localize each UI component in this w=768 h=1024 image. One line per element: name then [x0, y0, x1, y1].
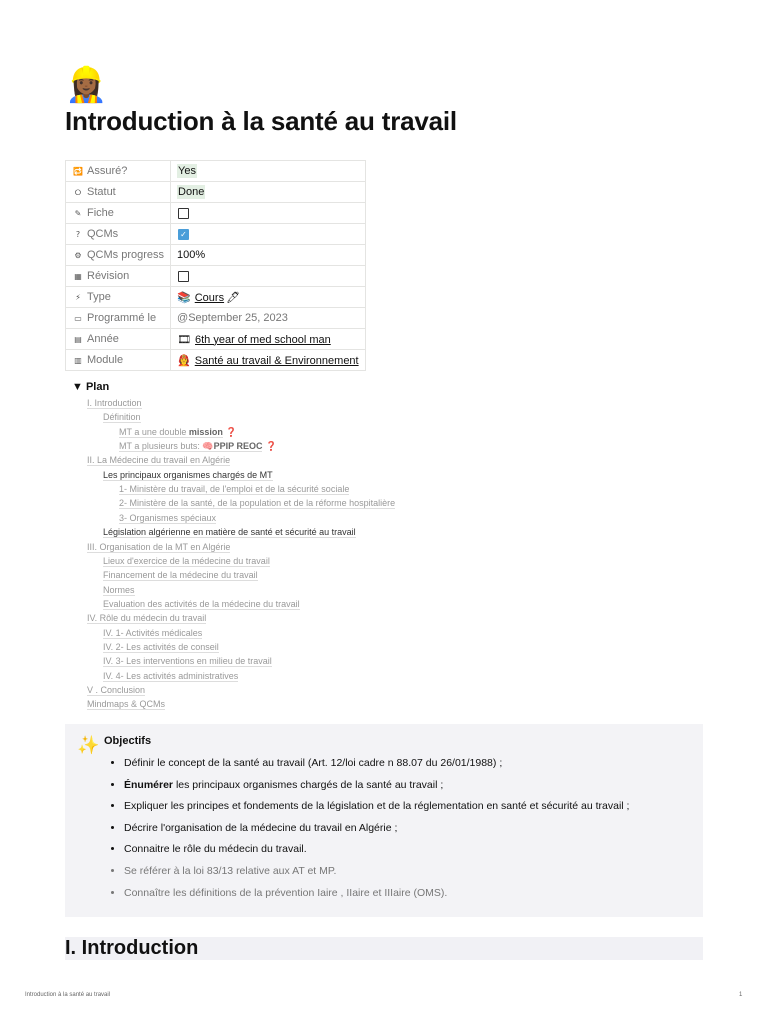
property-type-icon: ▭ [74, 314, 82, 323]
toc-link[interactable]: Mindmaps & QCMs [87, 699, 166, 710]
objective-item: • Connaître les définitions de la prévention Iaire , IIaire et IIIaire (OMS). [124, 883, 714, 905]
toc-link[interactable]: IV. 1- Activités médicales [103, 627, 203, 638]
property-type-icon: ⚙ [74, 251, 82, 260]
toc-link[interactable]: Evaluation des activités de la médecine du travail [103, 598, 300, 609]
brain-icon: 🧠 [202, 442, 214, 453]
toc-link[interactable]: III. Organisation de la MT en Algérie [87, 541, 231, 552]
page-emoji-icon: 👷🏾‍♀️ [65, 65, 108, 105]
objective-item: • Expliquer les principes et fondements de la législation et de la réglementation en santé et sécurité au travail ; [124, 796, 714, 818]
property-value[interactable] [171, 161, 366, 182]
toc-link[interactable]: I. Introduction [87, 398, 142, 408]
relation-link[interactable]: 6th year of med school man [195, 333, 331, 346]
toc-link[interactable]: II. La Médecine du travail en Algérie [87, 455, 231, 466]
property-key-label: QCMs progress [87, 249, 165, 261]
toc-link[interactable]: IV. 4- Les activités administratives [103, 670, 239, 681]
property-key [66, 224, 171, 245]
property-key-label: Programmé le [87, 312, 157, 324]
question-mark-icon: ❓ [265, 442, 277, 453]
property-value[interactable] [171, 350, 366, 371]
section-heading-block [65, 937, 703, 960]
objective-item: • Se référer à la loi 83/13 relative aux AT et MP. [124, 861, 714, 883]
property-value[interactable] [171, 266, 366, 287]
property-row [66, 266, 366, 287]
property-row [66, 203, 366, 224]
objective-item: • Connaitre le rôle du médecin du travail. [124, 839, 714, 861]
property-key-label: Module [87, 354, 124, 366]
property-key [66, 161, 171, 182]
toc-link[interactable]: IV. 2- Les activités de conseil [103, 641, 219, 652]
property-key-label: Révision [87, 270, 130, 282]
property-value[interactable] [171, 287, 366, 308]
status-tag[interactable]: Yes [178, 165, 196, 177]
toc-link[interactable]: MT a plusieurs buts: 🧠PPIP REOC ❓ [119, 441, 277, 453]
toc-link[interactable]: 2- Ministère de la santé, de la population et de la réforme hospitalière [119, 498, 396, 509]
property-key [66, 308, 171, 329]
toc-link[interactable]: V . Conclusion [87, 685, 146, 695]
relation-emoji-icon: 📚 [177, 290, 191, 304]
property-type-icon: ✎ [74, 209, 82, 218]
property-row [66, 245, 366, 266]
property-key-label: Statut [87, 186, 116, 198]
toc-link[interactable]: MT a une double mission ❓ [119, 426, 238, 438]
page-title: Introduction à la santé au travail [65, 106, 457, 136]
property-value[interactable] [171, 308, 366, 329]
property-key [66, 203, 171, 224]
property-key [66, 287, 171, 308]
property-type-icon: ⚡ [75, 293, 81, 302]
checked-checkbox[interactable]: ✓ [178, 229, 189, 240]
date-value: @September 25, 2023 [177, 312, 288, 324]
sparkles-icon: ✨ [77, 735, 100, 756]
status-tag[interactable]: Done [178, 186, 205, 198]
property-row [66, 182, 366, 203]
objective-item: • Décrire l'organisation de la médecine du travail en Algérie ; [124, 818, 714, 840]
toc-link[interactable]: Définition [103, 412, 141, 423]
objectives-list [104, 753, 714, 904]
property-row [66, 287, 366, 308]
property-key [66, 245, 171, 266]
property-key-label: Année [87, 333, 119, 345]
property-value[interactable] [171, 329, 366, 350]
property-type-icon: ▤ [74, 335, 82, 344]
property-row [66, 161, 366, 182]
toc-link[interactable]: Législation algérienne en matière de santé et sécurité au travail [103, 527, 356, 538]
toc-link[interactable]: Lieux d'exercice de la médecine du travail [103, 555, 270, 566]
relation-emoji-icon: 👩‍🚒 [177, 353, 191, 367]
property-row [66, 308, 366, 329]
property-type-icon: 🔁 [73, 167, 83, 176]
toc-link[interactable]: 3- Organismes spéciaux [119, 512, 217, 523]
property-key [66, 182, 171, 203]
property-row [66, 224, 366, 245]
toc-link[interactable]: IV. Rôle du médecin du travail [87, 613, 207, 624]
property-key-label: Assuré? [87, 165, 128, 177]
property-type-icon: ⭘ [74, 188, 82, 197]
relation-link[interactable]: Cours [194, 291, 225, 304]
property-type-icon: ▥ [74, 356, 82, 365]
text-value: 100% [177, 249, 206, 261]
plan-label: Plan [85, 381, 110, 393]
footer-title: Introduction à la santé au travail [25, 992, 111, 998]
toc-link[interactable]: Les principaux organismes chargés de MT [103, 469, 273, 480]
property-type-icon: ▦ [74, 272, 82, 281]
section-heading: I. Introduction [65, 937, 199, 959]
property-row [66, 329, 366, 350]
property-key-label: Type [87, 291, 111, 303]
pen-icon: 🖊 [226, 290, 241, 304]
property-key-label: Fiche [87, 207, 114, 219]
callout-title: Objectifs [104, 735, 152, 747]
property-key [66, 266, 171, 287]
toc-link[interactable]: IV. 3- Les interventions en milieu de travail [103, 656, 272, 667]
checkbox[interactable] [178, 208, 189, 219]
objective-item: • Définir le concept de la santé au travail (Art. 12/loi cadre n 88.07 du 26/01/1988) ; [124, 753, 714, 775]
property-key-label: QCMs [87, 228, 119, 240]
toggle-triangle-icon[interactable]: ▼ [72, 381, 83, 393]
property-key [66, 329, 171, 350]
relation-emoji-icon: 🎞 [177, 332, 191, 346]
toc-link[interactable]: 1- Ministère du travail, de l'emploi et de la sécurité sociale [119, 484, 350, 495]
plan-toggle[interactable] [72, 380, 672, 394]
property-key [66, 350, 171, 371]
footer-page-number: 1 [739, 992, 743, 998]
toc-link[interactable]: Normes [103, 584, 135, 595]
property-type-icon: ? [75, 230, 81, 239]
property-value[interactable] [171, 203, 366, 224]
objective-item: • Énumérer les principaux organismes chargés de la santé au travail ; [124, 775, 714, 797]
question-mark-icon: ❓ [225, 427, 238, 438]
property-value[interactable] [171, 182, 366, 203]
toc-link[interactable]: Financement de la médecine du travail [103, 570, 258, 581]
properties-table [65, 160, 366, 371]
property-value[interactable] [171, 224, 366, 245]
checkbox[interactable] [178, 271, 189, 282]
objectives-callout [65, 724, 703, 917]
property-value[interactable] [171, 245, 366, 266]
property-row [66, 350, 366, 371]
relation-link[interactable]: Santé au travail & Environnement [194, 354, 359, 367]
